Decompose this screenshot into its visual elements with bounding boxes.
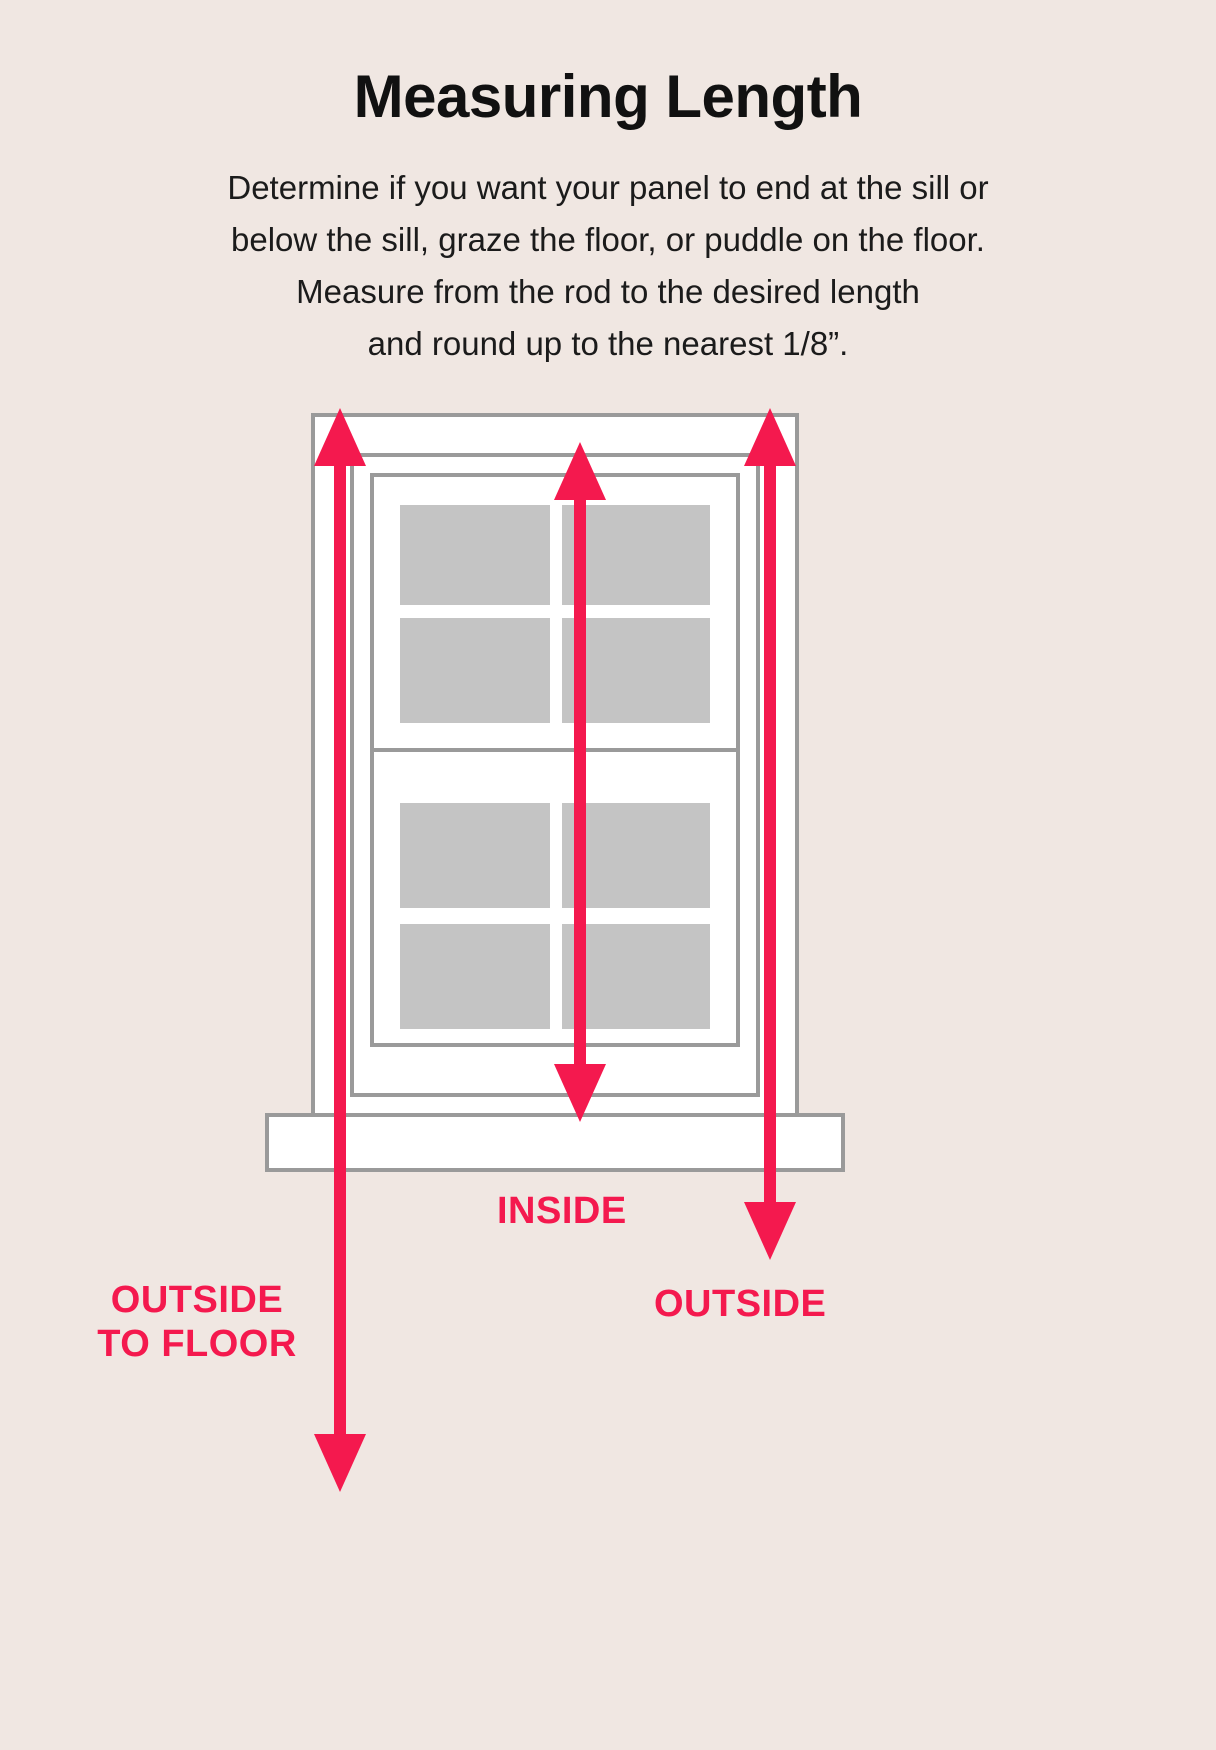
glass-pane-lower-left [400, 803, 550, 908]
page-title: Measuring Length [353, 63, 863, 130]
glass-pane-upper-left [400, 618, 550, 723]
label-outside-to-floor-line1: OUTSIDE [110, 1279, 284, 1321]
glass-pane-bottom-left [400, 924, 550, 1029]
label-outside: OUTSIDE [654, 1283, 827, 1325]
label-inside: INSIDE [497, 1190, 627, 1232]
subtitle-line-4: and round up to the nearest 1/8”. [367, 325, 849, 362]
window-measurement-diagram [0, 400, 1216, 1750]
window-sill [267, 1115, 843, 1170]
page-subtitle [108, 162, 1108, 370]
glass-pane-top-left [400, 505, 550, 605]
subtitle-line-2: below the sill, graze the floor, or puddle on the floor. [231, 221, 985, 258]
subtitle-line-3: Measure from the rod to the desired length [296, 273, 920, 310]
subtitle-line-1: Determine if you want your panel to end at the sill or [227, 169, 989, 206]
label-outside-to-floor-line2: TO FLOOR [97, 1323, 297, 1365]
label-outside-to-floor [72, 1278, 322, 1366]
